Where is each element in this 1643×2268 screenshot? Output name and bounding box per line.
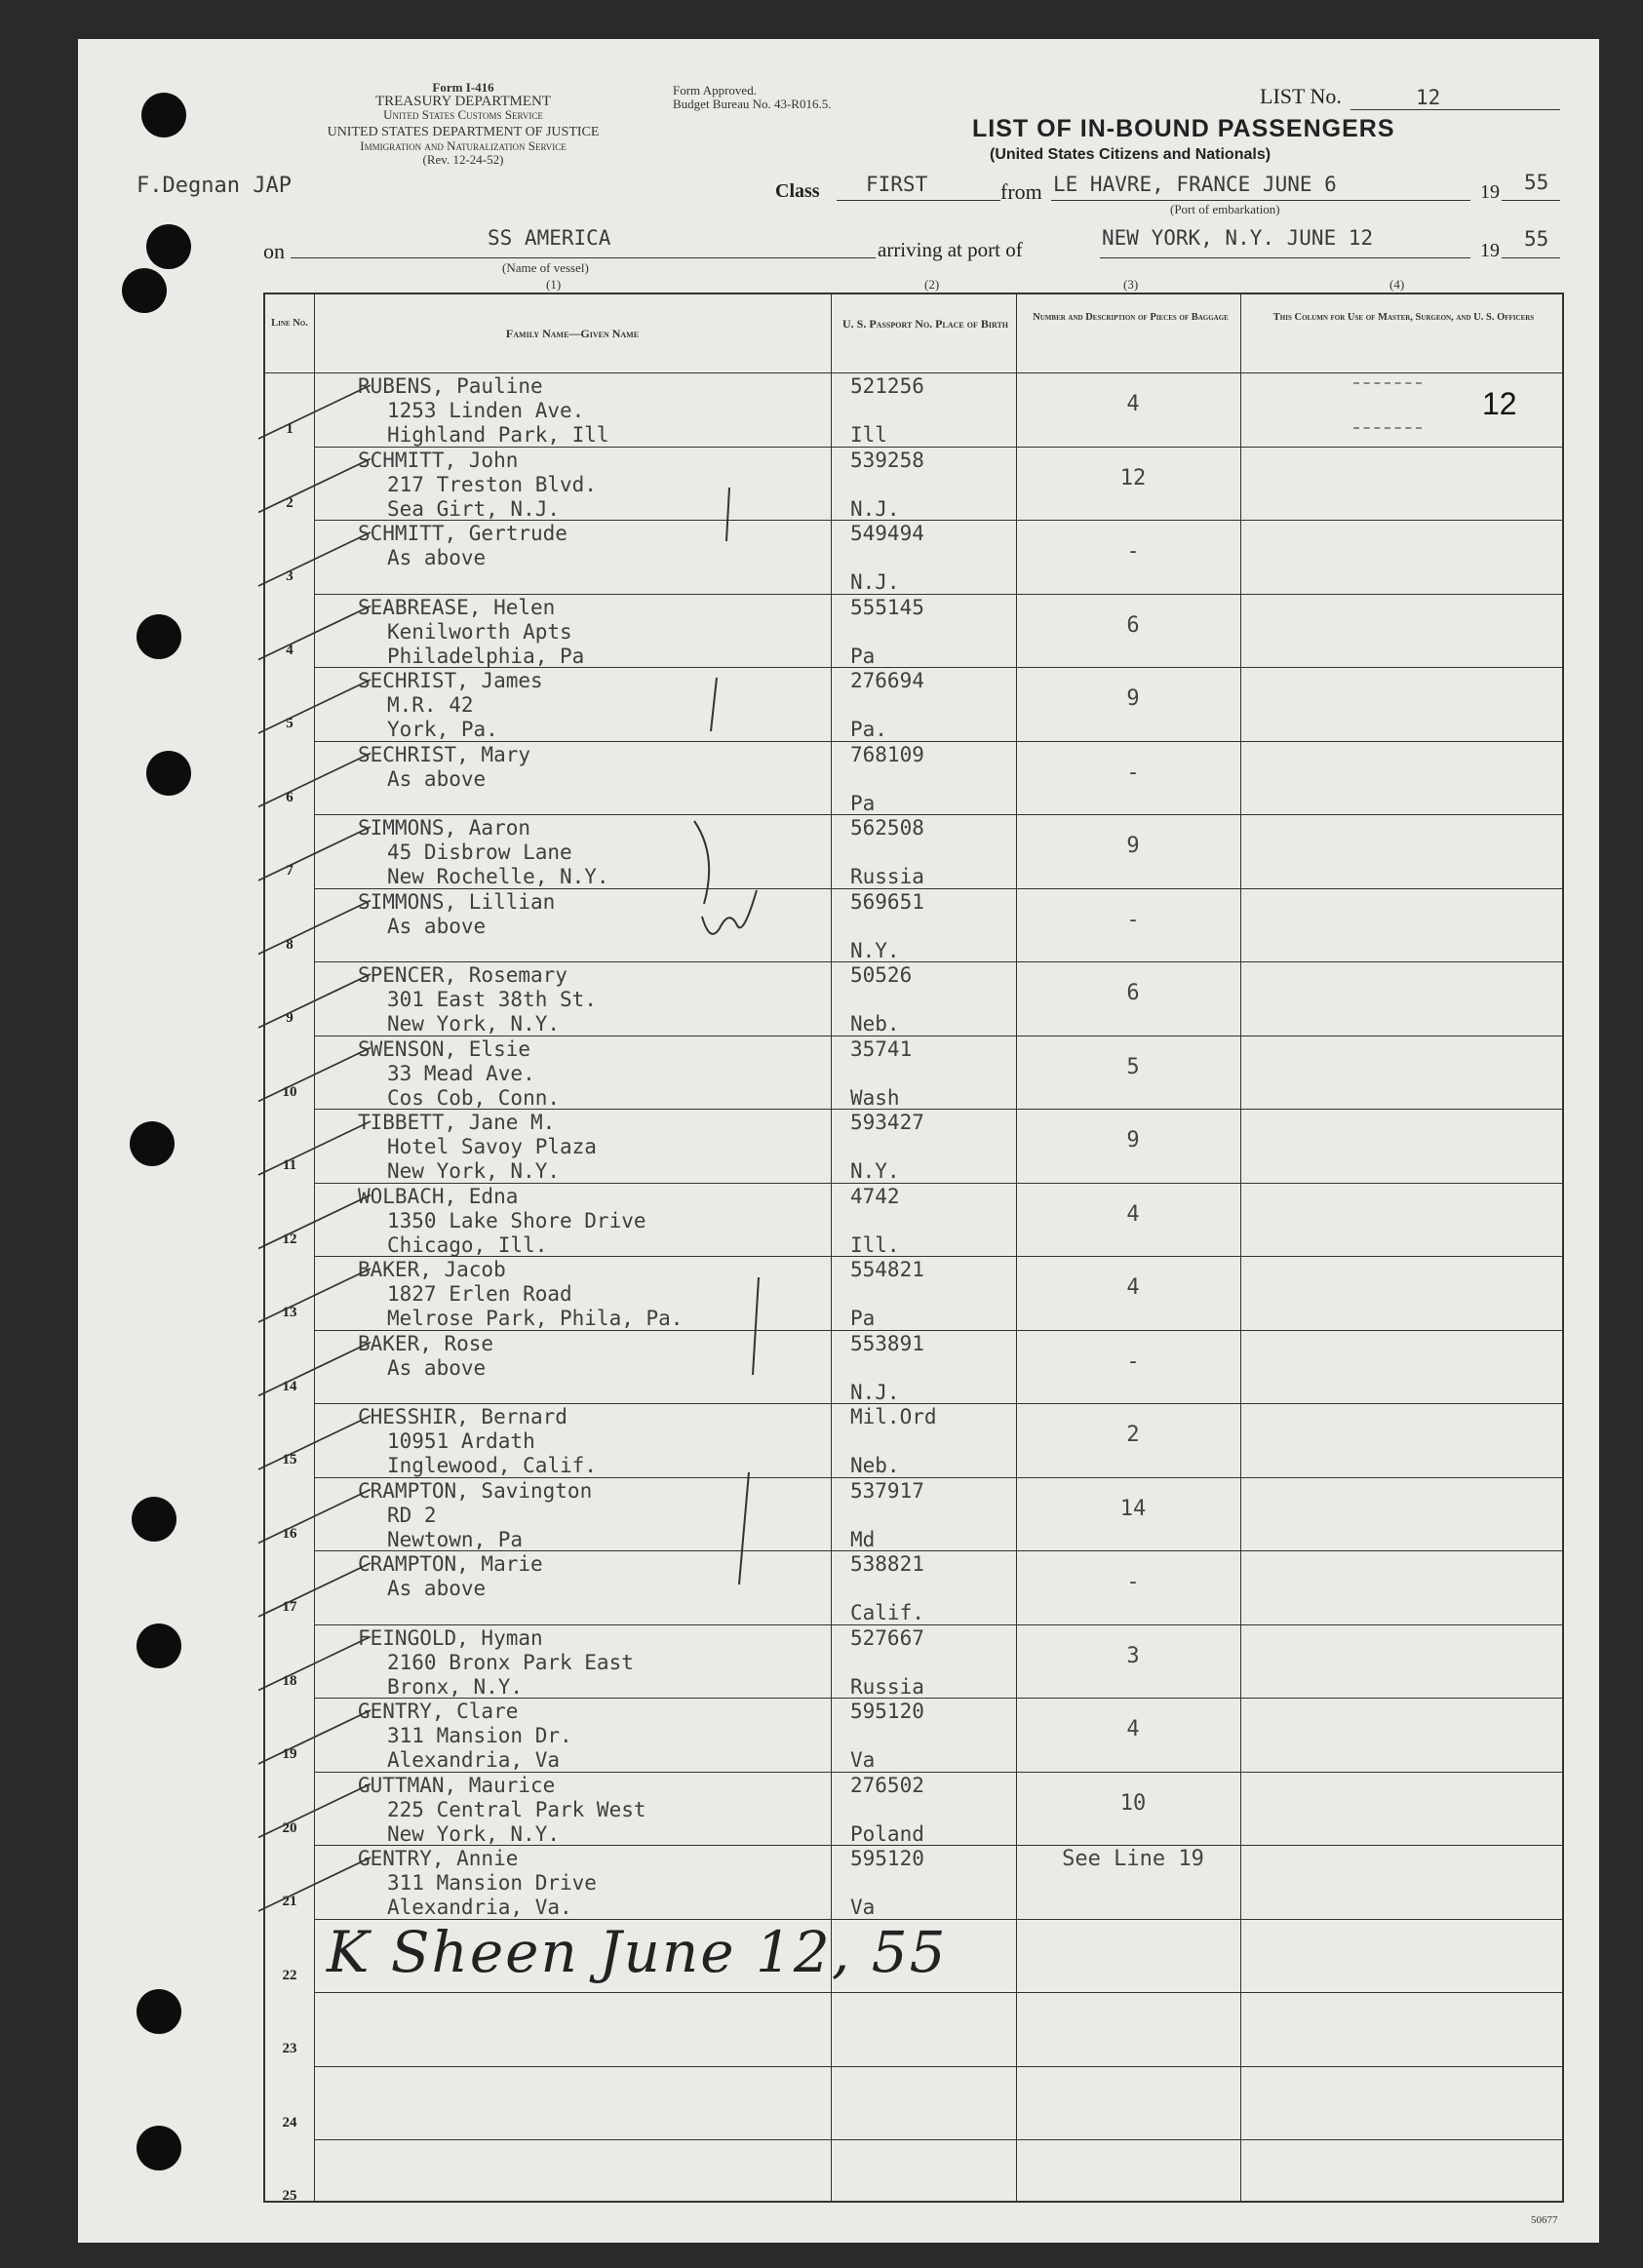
list-number-label: LIST No. [1260,84,1342,108]
place-of-birth: N.J. [850,570,900,594]
passport-number: 555145 [850,595,924,619]
passenger-name: BAKER, Jacob [358,1258,506,1281]
passenger-address: 1827 Erlen Road [387,1282,572,1306]
from-label: from [1000,179,1042,204]
passenger-city: Sea Girt, N.J. [387,496,561,521]
check-stroke [258,1784,371,1838]
passenger-city: Highland Park, Ill [387,423,609,447]
place-of-birth: N.J. [850,496,900,521]
place-of-birth: Neb. [850,1454,900,1477]
line-number: 9 [286,1010,293,1026]
dept-justice: UNITED STATES DEPARTMENT OF JUSTICE [327,125,600,139]
line-number: 12 [282,1231,297,1247]
check-stroke [258,1269,371,1322]
line-number: 10 [282,1083,297,1100]
passenger-name: SIMMONS, Lillian [358,889,556,914]
baggage-count: - [1126,1349,1140,1374]
passenger-city: Bronx, N.Y. [387,1674,524,1699]
place-of-birth: Calif. [850,1601,924,1624]
class-value[interactable]: FIRST [866,173,928,196]
line-number: 21 [282,1894,297,1909]
passenger-address: 301 East 38th St. [387,988,597,1011]
passenger-address: As above [387,1577,487,1600]
line-number: 6 [286,789,293,805]
baggage-count: 6 [1126,981,1140,1005]
check-stroke [258,680,371,733]
passport-number: 50526 [850,963,913,987]
check-stroke [258,1121,371,1175]
passenger-address: 311 Mansion Dr. [387,1724,572,1747]
passport-number: 554821 [850,1258,924,1281]
passenger-name: GENTRY, Clare [358,1700,519,1723]
line-number: 20 [282,1819,297,1836]
passenger-address: 1350 Lake Shore Drive [387,1208,646,1232]
baggage-count: 3 [1126,1643,1140,1668]
passport-number: 35741 [850,1036,913,1061]
col-num-1: (1) [546,277,562,292]
line-number: 16 [282,1525,297,1542]
page-subtitle: (United States Citizens and Nationals) [990,146,1271,163]
approval-text: Form Approved. [673,83,757,98]
arrival-year[interactable]: 55 [1524,227,1549,251]
baggage-count: 4 [1126,1717,1140,1741]
header-baggage: Number and Description of Pieces of Baggage [1033,312,1229,323]
passport-number: Mil.Ord [850,1405,937,1428]
passenger-address: 217 Treston Blvd. [387,472,597,496]
header-officers: This Column for Use of Master, Surgeon, and U. S. Officers [1272,312,1535,323]
check-stroke [258,1563,371,1617]
form-revision: (Rev. 12-24-52) [422,152,504,167]
form-number: Form I-416 [432,80,494,95]
line-number: 15 [282,1452,297,1467]
line-number: 23 [282,2041,297,2056]
place-of-birth: Pa [850,644,876,668]
baggage-count: 4 [1126,1275,1140,1300]
passenger-name: SEABREASE, Helen [358,595,556,619]
baggage-count: 9 [1126,686,1140,711]
side-number: 12 [1482,386,1517,421]
passenger-name: WOLBACH, Edna [358,1184,519,1208]
check-stroke [258,1048,371,1102]
place-of-birth: Pa. [850,718,887,741]
passenger-address: RD 2 [387,1503,437,1527]
passenger-name: SPENCER, Rosemary [358,963,567,987]
passenger-address: As above [387,1355,487,1380]
passenger-name: BAKER, Rose [358,1331,494,1355]
place-of-birth: Poland [850,1821,924,1846]
check-stroke [258,1416,371,1469]
baggage-count: 14 [1119,1496,1147,1521]
passport-number: 276694 [850,669,924,692]
passenger-address: As above [387,546,487,569]
place-of-birth: Va [850,1896,876,1919]
budget-number: Budget Bureau No. 43-R016.5. [673,97,832,111]
place-of-birth: Neb. [850,1012,900,1036]
passport-number: 768109 [850,742,924,766]
check-stroke [258,459,371,513]
embarkation-caption: (Port of embarkation) [1170,202,1280,216]
place-of-birth: N.J. [850,1380,900,1404]
line-number: 25 [282,2188,297,2204]
check-stroke [258,532,371,586]
line-number: 5 [286,716,293,731]
place-of-birth: N.Y. [850,938,900,962]
line-number: 11 [282,1157,297,1173]
line-number: 22 [282,1967,297,1983]
place-of-birth: Russia [850,1674,924,1699]
baggage-count: 2 [1126,1423,1140,1447]
passenger-name: CHESSHIR, Bernard [358,1405,567,1428]
passenger-name: GUTTMAN, Maurice [358,1773,556,1797]
passenger-name: CRAMPTON, Savington [358,1478,593,1503]
passport-number: 527667 [850,1625,924,1650]
passenger-address: 10951 Ardath [387,1429,535,1453]
place-of-birth: N.Y. [850,1159,900,1183]
passenger-city: New York, N.Y. [387,1012,561,1036]
line-number: 2 [286,494,293,511]
line-number: 8 [286,936,293,953]
bracket-mark [694,821,709,904]
line-number: 18 [282,1672,297,1689]
place-of-birth: Pa [850,791,876,815]
col-num-4: (4) [1389,277,1405,292]
passport-number: 538821 [850,1552,924,1576]
passenger-city: York, Pa. [387,718,498,741]
line-number: 14 [282,1378,297,1394]
passport-number: 593427 [850,1111,924,1134]
baggage-count: 6 [1126,612,1140,638]
check-stroke [258,1195,371,1249]
year-prefix: 19 [1480,181,1500,203]
passport-number: 276502 [850,1773,924,1797]
check-stroke [258,974,371,1028]
passenger-city: Alexandria, Va [387,1748,561,1772]
passenger-address: 311 Mansion Drive [387,1871,597,1895]
passenger-name: TIBBETT, Jane M. [358,1111,556,1134]
check-stroke [258,1343,371,1396]
place-of-birth: Pa [850,1307,876,1330]
check-stroke [258,385,371,439]
place-of-birth: Ill. [850,1232,900,1257]
col-num-2: (2) [924,277,940,292]
baggage-count: 10 [1119,1790,1147,1816]
passport-number: 595120 [850,1847,924,1870]
passenger-address: As above [387,914,487,938]
check-stroke [258,606,371,660]
baggage-count: - [1126,760,1140,785]
baggage-count: 9 [1126,834,1140,858]
passport-number: 595120 [850,1700,924,1723]
vessel-caption: (Name of vessel) [502,260,589,275]
passenger-name: SCHMITT, Gertrude [358,522,567,545]
w-mark [702,890,757,934]
arrival-port[interactable]: NEW YORK, N.Y. JUNE 12 [1102,226,1374,250]
check-stroke [258,827,371,880]
check-stroke [258,1710,371,1764]
header-name: Family Name—Given Name [505,327,640,340]
passenger-city: Melrose Park, Phila, Pa. [387,1307,684,1330]
passenger-city: New Rochelle, N.Y. [387,865,609,888]
passenger-address: Kenilworth Apts [387,619,572,644]
passport-number: 521256 [850,374,924,398]
baggage-count: See Line 19 [1062,1847,1204,1871]
passport-number: 553891 [850,1331,924,1355]
passenger-address: Hotel Savoy Plaza [387,1135,597,1158]
embarkation-value[interactable]: LE HAVRE, FRANCE JUNE 6 [1053,173,1337,196]
passenger-name: GENTRY, Annie [358,1847,519,1870]
passport-number: 569651 [850,889,924,914]
passenger-city: New York, N.Y. [387,1821,561,1846]
dept-treasury: TREASURY DEPARTMENT [374,94,552,109]
passenger-name: SWENSON, Elsie [358,1036,531,1061]
arriving-label: arriving at port of [878,238,1023,261]
passenger-address: 1253 Linden Ave. [387,399,585,422]
line-number: 3 [286,568,293,584]
line-number: 7 [286,863,293,879]
check-stroke [258,1490,371,1544]
passenger-city: New York, N.Y. [387,1159,561,1183]
tick-line [726,488,729,541]
passenger-name: RUBENS, Pauline [358,374,543,398]
vessel-name[interactable]: SS AMERICA [488,226,611,250]
baggage-count: 4 [1126,1201,1140,1227]
baggage-count: 12 [1119,465,1147,490]
passenger-city: Chicago, Ill. [387,1232,548,1257]
baggage-count: 5 [1126,1054,1140,1079]
check-stroke [258,754,371,807]
passport-number: 537917 [850,1478,924,1503]
passenger-address: 225 Central Park West [387,1797,646,1821]
passenger-city: Philadelphia, Pa [387,644,585,668]
embarkation-year[interactable]: 55 [1524,171,1549,194]
baggage-count: 9 [1126,1128,1140,1153]
tick-line [711,678,717,731]
tick-marks [258,385,371,1911]
passenger-address: As above [387,766,487,791]
baggage-count: - [1126,907,1140,932]
passenger-city: Newtown, Pa [387,1527,524,1551]
class-label: Class [775,180,820,202]
line-number: 19 [282,1746,297,1762]
place-of-birth: Ill [850,423,887,447]
baggage-count: - [1126,539,1140,564]
line-number: 13 [282,1305,297,1320]
passenger-name: SECHRIST, Mary [358,742,531,766]
passport-number: 549494 [850,522,924,545]
place-of-birth: Wash [850,1085,900,1110]
officer-note: F.Degnan JAP [137,174,292,198]
check-stroke [258,901,371,955]
passenger-name: FEINGOLD, Hyman [358,1625,543,1650]
passport-number: 539258 [850,448,924,472]
check-stroke [258,1637,371,1691]
tick-line [753,1277,759,1375]
passenger-city: Alexandria, Va. [387,1896,572,1919]
line-number: 4 [286,642,293,658]
page-title: LIST OF IN-BOUND PASSENGERS [972,115,1395,142]
passenger-name: SCHMITT, John [358,448,519,472]
passport-number: 562508 [850,816,924,840]
passenger-name: SIMMONS, Aaron [358,816,531,840]
dept-justice-sub: Immigration and Naturalization Service [360,138,567,153]
passenger-address: M.R. 42 [387,693,474,717]
check-stroke [258,1857,371,1911]
passenger-city: Cos Cob, Conn. [387,1085,561,1110]
officer-signature: K Sheen June 12, 55 [327,1919,948,1985]
col-num-3: (3) [1123,277,1139,292]
line-number: 24 [282,2114,297,2131]
passenger-name: SECHRIST, James [358,669,543,692]
place-of-birth: Va [850,1748,876,1772]
passenger-address: 2160 Bronx Park East [387,1650,634,1674]
passport-number: 4742 [850,1184,900,1208]
dept-treasury-sub: United States Customs Service [383,107,543,122]
passenger-name: CRAMPTON, Marie [358,1552,543,1576]
arrival-year-prefix: 19 [1480,240,1500,261]
line-number: 17 [282,1599,297,1615]
place-of-birth: Md [850,1527,876,1551]
baggage-count: 4 [1126,392,1140,416]
passenger-address: 45 Disbrow Lane [387,841,572,864]
header-passport: U. S. Passport No. Place of Birth [842,317,1009,331]
baggage-count: - [1126,1570,1140,1594]
list-number-value[interactable]: 12 [1416,86,1441,109]
footer-code: 50677 [1531,2214,1558,2226]
header-line-no: Line No. [271,318,308,329]
passenger-address: 33 Mead Ave. [387,1061,535,1085]
line-number: 1 [286,421,293,437]
on-label: on [263,239,285,263]
tick-line [739,1472,749,1584]
passenger-city: Inglewood, Calif. [387,1454,597,1477]
place-of-birth: Russia [850,865,924,888]
